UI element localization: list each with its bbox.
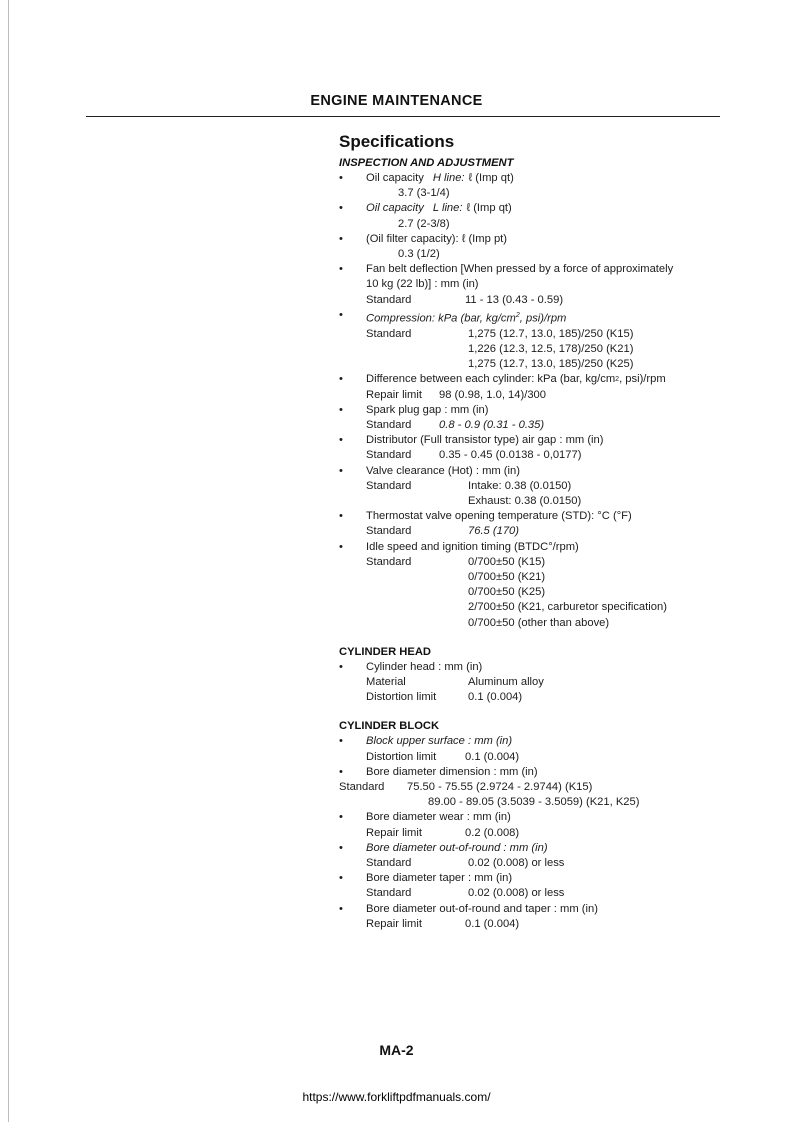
list-item-oil-capacity-l [339, 201, 739, 231]
bullet: • [339, 660, 343, 673]
idle-value: 0/700±50 (K15) [468, 555, 546, 568]
section-heading-cylinder-head: CYLINDER HEAD [339, 645, 431, 658]
bullet: • [339, 373, 343, 386]
idle-speed-label: Idle speed and ignition timing (BTDC°/rpm) [366, 540, 579, 553]
standard-label: Standard [366, 857, 412, 870]
idle-value: 0/700±50 (K25) [468, 586, 546, 599]
bore-out-of-round-taper-label: Bore diameter out-of-round and taper : mm (in) [366, 902, 598, 915]
list-item-spark-plug [339, 403, 739, 433]
list-item-oil-filter [339, 232, 739, 262]
valve-clearance-label: Valve clearance (Hot) : mm (in) [366, 464, 520, 477]
compression-label-text: , psi)/rpm [519, 312, 567, 325]
difference-label [366, 372, 739, 387]
bullet: • [339, 540, 343, 553]
fan-belt-line1: Fan belt deflection [When pressed by a force of approximately [366, 263, 674, 276]
bullet: • [339, 902, 343, 915]
list-item-distributor [339, 433, 739, 463]
list-item-oil-capacity-h [339, 171, 739, 201]
valve-intake-value: Intake: 0.38 (0.0150) [468, 479, 572, 492]
bore-out-of-round-label: Bore diameter out-of-round : mm (in) [366, 841, 548, 854]
thermostat-label: Thermostat valve opening temperature (STD): °C (°F) [366, 510, 632, 523]
bore-wear-value: 0.2 (0.008) [465, 826, 520, 839]
bore-out-of-round-value: 0.02 (0.008) or less [468, 857, 565, 870]
distortion-limit-value: 0.1 (0.004) [468, 691, 523, 704]
standard-label: Standard [366, 293, 412, 306]
oil-l-value: 2.7 (2-3/8) [398, 217, 450, 230]
bullet: • [339, 735, 343, 748]
thermostat-value: 76.5 (170) [468, 525, 519, 538]
list-item-bore-dimension [339, 765, 739, 780]
spark-plug-value: 0.8 - 0.9 (0.31 - 0.35) [439, 418, 545, 431]
section-heading-inspection: INSPECTION AND ADJUSTMENT [339, 157, 514, 169]
list-item-bore-wear [339, 810, 739, 840]
fan-belt-line2: 10 kg (22 lb)] : mm (in) [366, 278, 479, 291]
bullet: • [339, 841, 343, 854]
h-line-label: H line: [432, 172, 465, 184]
list-item-bore-taper [339, 871, 739, 901]
superscript: 2 [615, 376, 620, 384]
cylinder-head-label: Cylinder head : mm (in) [366, 660, 483, 673]
compression-value: 1,226 (12.3, 12.5, 178)/250 (K21) [468, 342, 634, 355]
bullet: • [339, 403, 343, 416]
list-item-fan-belt [339, 262, 739, 308]
section-heading-cylinder-block: CYLINDER BLOCK [339, 720, 440, 733]
bullet: • [339, 308, 343, 321]
list-item-block-upper [339, 734, 739, 764]
compression-value: 1,275 (12.7, 13.0, 185)/250 (K15) [468, 327, 634, 340]
source-url[interactable]: https://www.forkliftpdfmanuals.com/ [302, 1090, 491, 1104]
list-item-compression [339, 308, 739, 373]
list-item-difference [339, 372, 739, 402]
bullet: • [339, 434, 343, 447]
fan-belt-standard-value: 11 - 13 (0.43 - 0.59) [465, 293, 564, 306]
difference-label-text: Difference between each cylinder: kPa (bar, kg/cm [366, 373, 616, 386]
standard-label: Standard [339, 781, 385, 794]
standard-label: Standard [366, 525, 412, 538]
difference-label-text: , psi)/rpm [619, 373, 666, 386]
bore-dimension-value: 75.50 - 75.55 (2.9724 - 2.9744) (K15) [407, 781, 593, 794]
bullet: • [339, 510, 343, 523]
distributor-label: Distributor (Full transistor type) air gap : mm (in) [366, 434, 604, 447]
specifications-heading: Specifications [339, 132, 455, 151]
bore-dimension-label: Bore diameter dimension : mm (in) [366, 765, 538, 778]
repair-limit-label: Repair limit [366, 388, 422, 401]
idle-value: 2/700±50 (K21, carburetor specification) [468, 601, 667, 614]
compression-label [366, 308, 739, 327]
repair-limit-label: Repair limit [366, 826, 422, 839]
difference-repair-value: 98 (0.98, 1.0, 14)/300 [439, 388, 546, 401]
list-item-idle-speed [339, 540, 739, 631]
oil-h-value: 3.7 (3-1/4) [398, 187, 450, 200]
bore-dimension-value: 89.00 - 89.05 (3.5039 - 3.5059) (K21, K25) [428, 796, 640, 809]
page-title: ENGINE MAINTENANCE [310, 93, 483, 109]
distortion-limit-label: Distortion limit [366, 750, 437, 763]
repair-limit-label: Repair limit [366, 917, 422, 930]
bullet: • [339, 263, 343, 276]
oil-filter-label: (Oil filter capacity): ℓ (Imp pt) [366, 232, 507, 245]
list-item-bore-out-of-round-taper [339, 902, 739, 932]
oil-unit: ℓ (Imp qt) [468, 172, 514, 184]
bullet: • [339, 765, 343, 778]
bullet: • [339, 172, 343, 184]
standard-label: Standard [366, 327, 412, 340]
oil-filter-value: 0.3 (1/2) [398, 248, 440, 261]
spec-content [339, 131, 739, 932]
block-upper-label: Block upper surface : mm (in) [366, 735, 513, 748]
bullet: • [339, 232, 343, 245]
bullet: • [339, 872, 343, 885]
material-value: Aluminum alloy [468, 676, 544, 689]
compression-label-text: Compression: kPa (bar, kg/cm [366, 312, 516, 325]
header-divider [86, 116, 720, 117]
l-line-label: L line: [432, 202, 463, 215]
standard-label: Standard [366, 479, 412, 492]
distributor-value: 0.35 - 0.45 (0.0138 - 0,0177) [439, 449, 582, 462]
list-item-cylinder-head [339, 660, 739, 706]
standard-label: Standard [366, 418, 412, 431]
idle-value: 0/700±50 (other than above) [468, 616, 610, 629]
standard-label: Standard [366, 887, 412, 900]
bore-out-of-round-taper-value: 0.1 (0.004) [465, 917, 520, 930]
list-item-valve-clearance [339, 464, 739, 510]
bore-wear-label: Bore diameter wear : mm (in) [366, 811, 511, 824]
list-item-thermostat [339, 509, 739, 539]
oil-capacity-label: Oil capacity [366, 202, 424, 215]
bullet: • [339, 811, 343, 824]
bore-taper-label: Bore diameter taper : mm (in) [366, 872, 513, 885]
standard-label: Standard [366, 449, 412, 462]
bore-taper-value: 0.02 (0.008) or less [468, 887, 565, 900]
superscript: 2 [515, 311, 520, 319]
oil-unit: ℓ (Imp qt) [466, 202, 512, 215]
valve-exhaust-value: Exhaust: 0.38 (0.0150) [468, 495, 582, 507]
compression-value: 1,275 (12.7, 13.0, 185)/250 (K25) [468, 358, 634, 371]
bullet: • [339, 464, 343, 477]
idle-value: 0/700±50 (K21) [468, 571, 546, 584]
distortion-limit-label: Distortion limit [366, 691, 437, 704]
page-number: MA-2 [379, 1042, 414, 1058]
page-border [8, 0, 9, 1122]
material-label: Material [366, 676, 406, 689]
distortion-limit-value: 0.1 (0.004) [465, 750, 520, 763]
standard-label: Standard [366, 555, 412, 568]
spark-plug-label: Spark plug gap : mm (in) [366, 403, 489, 416]
bullet: • [339, 202, 343, 215]
list-item-bore-out-of-round [339, 841, 739, 871]
oil-capacity-label: Oil capacity [366, 172, 424, 184]
